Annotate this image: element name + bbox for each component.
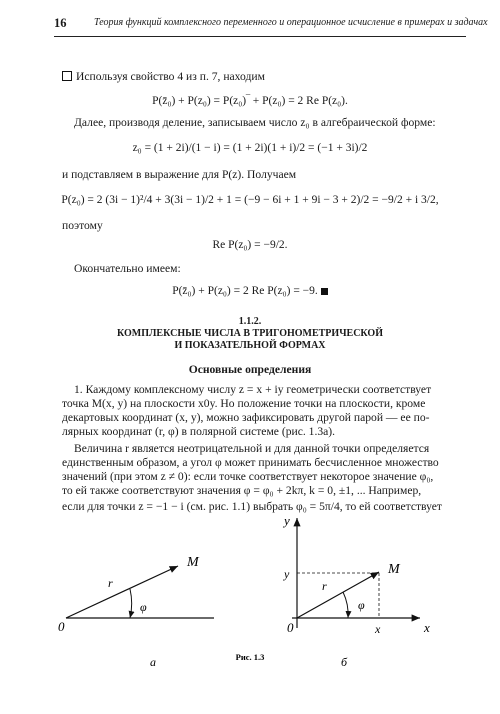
point-m-label-b: M (388, 562, 400, 577)
text-line-4: лярных координат (r, φ) в полярной системе (рис. 1.3а). (62, 425, 336, 438)
subfigure-b-label: б (341, 655, 348, 669)
figure-1-3 (0, 510, 500, 710)
equation-1: P(z̄₀) + P(z₀) = P(z₀)‾ + P(z₀) = 2 Re P(z₀). (152, 95, 348, 107)
paragraph-1 (62, 70, 265, 84)
paragraph-3: и подставляем в выражение для P(z). Получаем (62, 168, 297, 181)
section-number: 1.1.2. (238, 316, 262, 327)
y-axis-label-b: y (284, 513, 290, 528)
subfigure-a-label: а (150, 655, 156, 669)
point-m-label-a: M (187, 555, 199, 570)
section-title-line-2: И ПОКАЗАТЕЛЬНОЙ ФОРМАХ (174, 340, 326, 351)
subsection-title: Основные определения (188, 363, 312, 376)
header-rule (54, 36, 466, 37)
phi-label-a: φ (140, 600, 147, 614)
origin-label-a: 0 (58, 619, 65, 634)
paragraph-2: Далее, производя деление, записываем число z₀ в алгебраической форме: (74, 116, 436, 129)
text-line-6: единственным образом, а угол φ может принимать бесчисленное множество (62, 456, 439, 469)
equation-4: Re P(z₀) = −9/2. (212, 239, 288, 251)
text-line-5: Величина r является неотрицательной и для данной точки определяется (74, 442, 430, 455)
running-header (54, 16, 488, 32)
paragraph-4: поэтому (62, 219, 103, 232)
r-label-b: r (322, 579, 327, 593)
text-line-3: декартовых координат (x, y), можно зафиксировать другой парой — ее по- (62, 411, 430, 424)
x-axis-label-b: x (424, 620, 430, 635)
y-tick-label-b: y (284, 567, 290, 581)
equation-5 (0, 284, 500, 298)
text-line-8: то ей также соответствуют значения φ = φ₀ + 2kπ, k = 0, ±1, ... Например, (62, 484, 422, 497)
figure-caption: Рис. 1.3 (235, 652, 265, 662)
text-line-9: если для точки z = −1 − i (см. рис. 1.1) выбрать φ₀ = 5π/4, то ей соответствует (62, 500, 442, 513)
equation-3: P(z₀) = 2 (3i − 1)²/4 + 3(3i − 1)/2 + 1 = (−9 − 6i + 1 + 9i − 3 + 2)/2 = −9/2 + i 3/2, (61, 194, 439, 206)
phi-label-b: φ (358, 598, 365, 612)
radius-vector-a (66, 566, 178, 618)
proof-start-icon (62, 71, 72, 81)
paragraph-1-text: Используя свойство 4 из п. 7, находим (76, 70, 265, 83)
figure-b (282, 513, 430, 669)
x-tick-label-b: x (375, 622, 381, 636)
section-title-line-1: КОМПЛЕКСНЫЕ ЧИСЛА В ТРИГОНОМЕТРИЧЕСКОЙ (116, 328, 383, 339)
equation-2: z₀ = (1 + 2i)/(1 − i) = (1 + 2i)(1 + i)/2 = (−1 + 3i)/2 (132, 142, 368, 154)
equation-5-text: P(z̄₀) + P(z₀) = 2 Re P(z₀) = −9. (172, 285, 318, 297)
figure-a (58, 555, 214, 669)
angle-arc-b (343, 592, 348, 618)
angle-arc-a (130, 589, 132, 618)
text-line-7: значений (при этом z ≠ 0): если точке соответствует некоторое значение φ₀, (62, 470, 434, 483)
page-number: 16 (54, 16, 67, 30)
paragraph-5: Окончательно имеем: (74, 262, 181, 275)
r-label-a: r (108, 576, 113, 590)
text-line-1: 1. Каждому комплексному числу z = x + iy геометрически соответствует (74, 383, 432, 396)
radius-vector-b (297, 572, 379, 618)
origin-label-b: 0 (287, 620, 294, 635)
end-of-proof-icon (321, 288, 328, 295)
running-title: Теория функций комплексного переменного и операционное исчисление в примерах и задачах (94, 17, 488, 28)
text-line-2: точка M(x, y) на плоскости x0y. Но положение точки на плоскости, кроме (62, 397, 426, 410)
